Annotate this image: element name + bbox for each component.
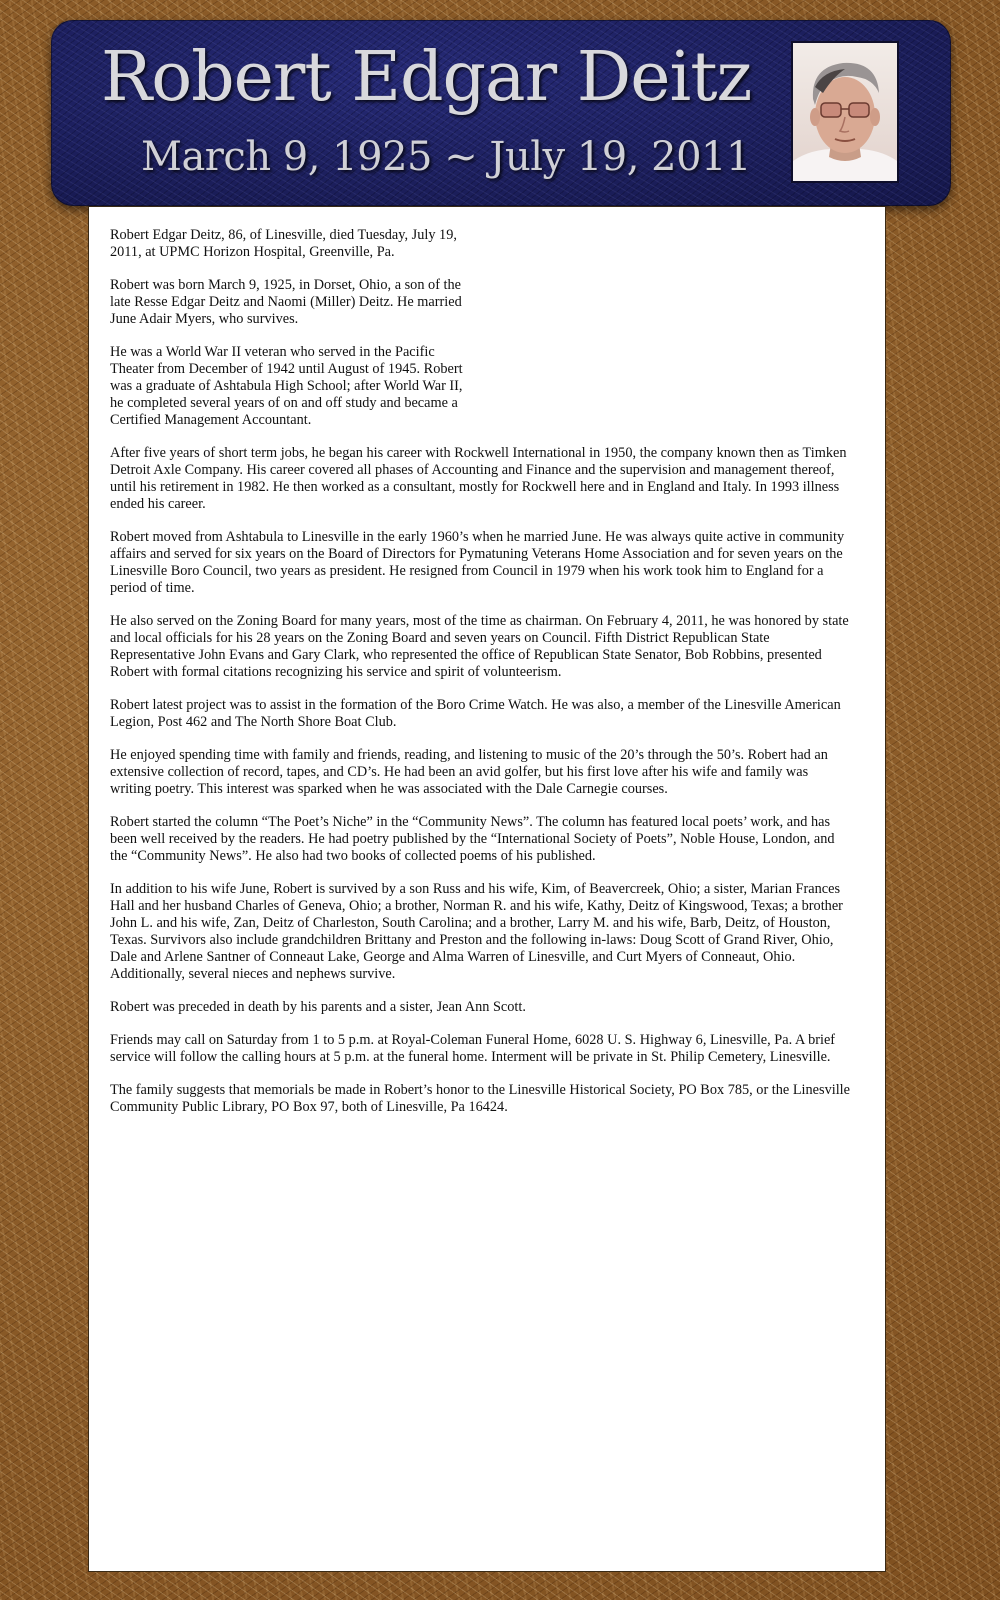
paragraph-hobbies: He enjoyed spending time with family and friends, reading, and listening to music of the 20’s through the 50’s. Robert had an extensive collection of record, tapes, and CD’s. He had been an avid golfer, but his first love after his wife and family was writing poetry. This interest was sparked when he was associated with the Dale Carnegie courses. xyxy=(110,747,828,797)
paragraph-calling-hours: Friends may call on Saturday from 1 to 5 p.m. at Royal-Coleman Funeral Home, 6028 U. S. Highway 6, Linesville, Pa. A brief service will follow the calling hours at 5 p.m. at the funeral home. Interment will be private in St. Philip Cemetery, Linesville. xyxy=(110,1032,836,1065)
paragraph-poetry: Robert started the column “The Poet’s Niche” in the “Community News”. The column has featured local poets’ work, and has been well received by the readers. He had poetry published by the “International Society of Poets”, Noble House, London, and the “Community News”. He also had two books of collected poems of his published. xyxy=(110,814,835,864)
paragraph-crime-watch: Robert latest project was to assist in the formation of the Boro Crime Watch. He was also, a member of the Linesville American Legion, Post 462 and The North Shore Boat Club. xyxy=(110,697,841,730)
life-dates: March 9, 1925 ~ July 19, 2011 xyxy=(141,134,751,180)
paragraph-survivors: In addition to his wife June, Robert is survived by a son Russ and his wife, Kim, of Beavercreek, Ohio; a sister, Marian Frances Hall and her husband Charles of Geneva, Ohio; a brother, Norman R. and his wife, Kathy, Deitz of Kingswood, Texas; a brother John L. and his wife, Zan, Deitz of Charleston, South Carolina; and a brother, Larry M. and his wife, Barb, Deitz, of Houston, Texas. Survivors also include grandchildren Brittany and Preston and the following in-laws: Doug Scott of Grand River, Ohio, Dale and Arlene Santner of Conneaut Lake, George and Alma Warren of Linesville, and Curt Myers of Conneaut, Ohio. Additionally, several nieces and nephews survive. xyxy=(110,881,843,982)
paragraph-military-education: He was a World War II veteran who served in the Pacific Theater from December of 1942 until August of 1945. Robert was a graduate of Ashtabula High School; after World War II, he completed several years of on and off study and became a Certified Management Accountant. xyxy=(110,344,463,428)
paragraph-community: Robert moved from Ashtabula to Linesville in the early 1960’s when he married June. He was always quite active in community affairs and served for six years on the Board of Directors for Pymatuning Veterans Home Association and for seven years on the Linesville Boro Council, two years as president. He resigned from Council in 1979 when his work took him to England for a period of time. xyxy=(110,529,845,596)
paragraph-preceded: Robert was preceded in death by his parents and a sister, Jean Ann Scott. xyxy=(110,999,526,1015)
paragraph-memorials: The family suggests that memorials be made in Robert’s honor to the Linesville Historical Society, PO Box 785, or the Linesville Community Public Library, PO Box 97, both of Linesville, Pa 16424. xyxy=(110,1082,850,1115)
paragraph-zoning-board: He also served on the Zoning Board for many years, most of the time as chairman. On February 4, 2011, he was honored by state and local officials for his 28 years on the Zoning Board and seven years on Council. Fifth District Republican State Representative John Evans and Gary Clark, who represented the office of Republican State Senator, Bob Robbins, presented Robert with formal citations recognizing his service and spirit of volunteerism. xyxy=(110,613,849,680)
obituary-panel xyxy=(88,206,886,1572)
header-banner xyxy=(51,20,951,206)
portrait-photo xyxy=(791,41,899,183)
paragraph-birth: Robert was born March 9, 1925, in Dorset, Ohio, a son of the late Resse Edgar Deitz and Naomi (Miller) Deitz. He married June Adair Myers, who survives. xyxy=(110,277,462,327)
obituary-text xyxy=(110,227,850,1132)
deceased-name: Robert Edgar Deitz xyxy=(101,38,752,117)
portrait-image xyxy=(793,43,897,181)
paragraph-career: After five years of short term jobs, he began his career with Rockwell International in 1950, the company known then as Timken Detroit Axle Company. His career covered all phases of Accounting and Finance and the supervision and management thereof, until his retirement in 1982. He then worked as a consultant, mostly for Rockwell here and in England and Italy. In 1993 illness ended his career. xyxy=(110,445,847,512)
paragraph-death-notice: Robert Edgar Deitz, 86, of Linesville, died Tuesday, July 19, 2011, at UPMC Horizon Hospital, Greenville, Pa. xyxy=(110,227,457,260)
